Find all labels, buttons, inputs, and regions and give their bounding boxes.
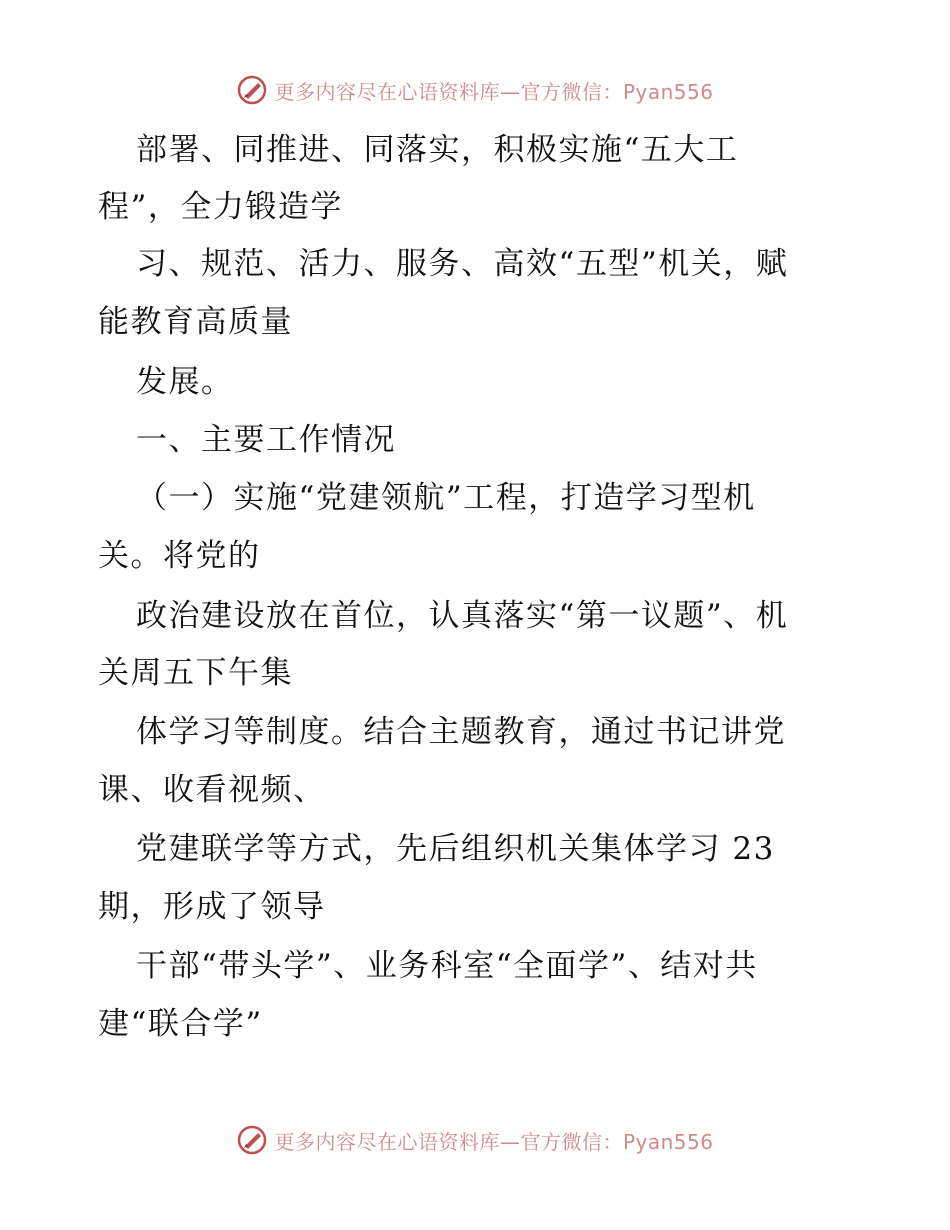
header-watermark — [0, 70, 950, 110]
header-watermark-text: 更多内容尽在心语资料库—官方微信：Pyan556 — [274, 79, 714, 104]
body-line: 建“联合学” — [98, 1006, 263, 1042]
body-line: 期，形成了领导 — [98, 889, 326, 925]
footer-watermark-text: 更多内容尽在心语资料库—官方微信：Pyan556 — [274, 1129, 714, 1154]
footer-watermark — [0, 1120, 950, 1160]
body-line: 程”，全力锻造学 — [98, 189, 343, 225]
body-line: 部署、同推进、同落实，积极实施“五大工 — [136, 132, 739, 168]
body-line: （一）实施“党建领航”工程，打造学习型机 — [136, 480, 756, 516]
body-line: 能教育高质量 — [98, 304, 293, 340]
body-line: 关。将党的 — [98, 538, 261, 574]
body-line: 习、规范、活力、服务、高效“五型”机关，赋 — [136, 246, 789, 282]
body-line: 发展。 — [136, 364, 234, 400]
body-line: 关周五下午集 — [98, 655, 293, 691]
body-line: 干部“带头学”、业务科室“全面学”、结对共 — [136, 948, 758, 984]
section-heading: 一、主要工作情况 — [136, 422, 396, 458]
body-line: 党建联学等方式，先后组织机关集体学习 23 — [136, 831, 775, 867]
watermark-logo-icon — [236, 1124, 268, 1156]
watermark-logo-icon — [236, 74, 268, 106]
body-line: 课、收看视频、 — [98, 772, 326, 808]
body-line: 政治建设放在首位，认真落实“第一议题”、机 — [136, 598, 789, 634]
body-line: 体学习等制度。结合主题教育，通过书记讲党 — [136, 714, 786, 750]
